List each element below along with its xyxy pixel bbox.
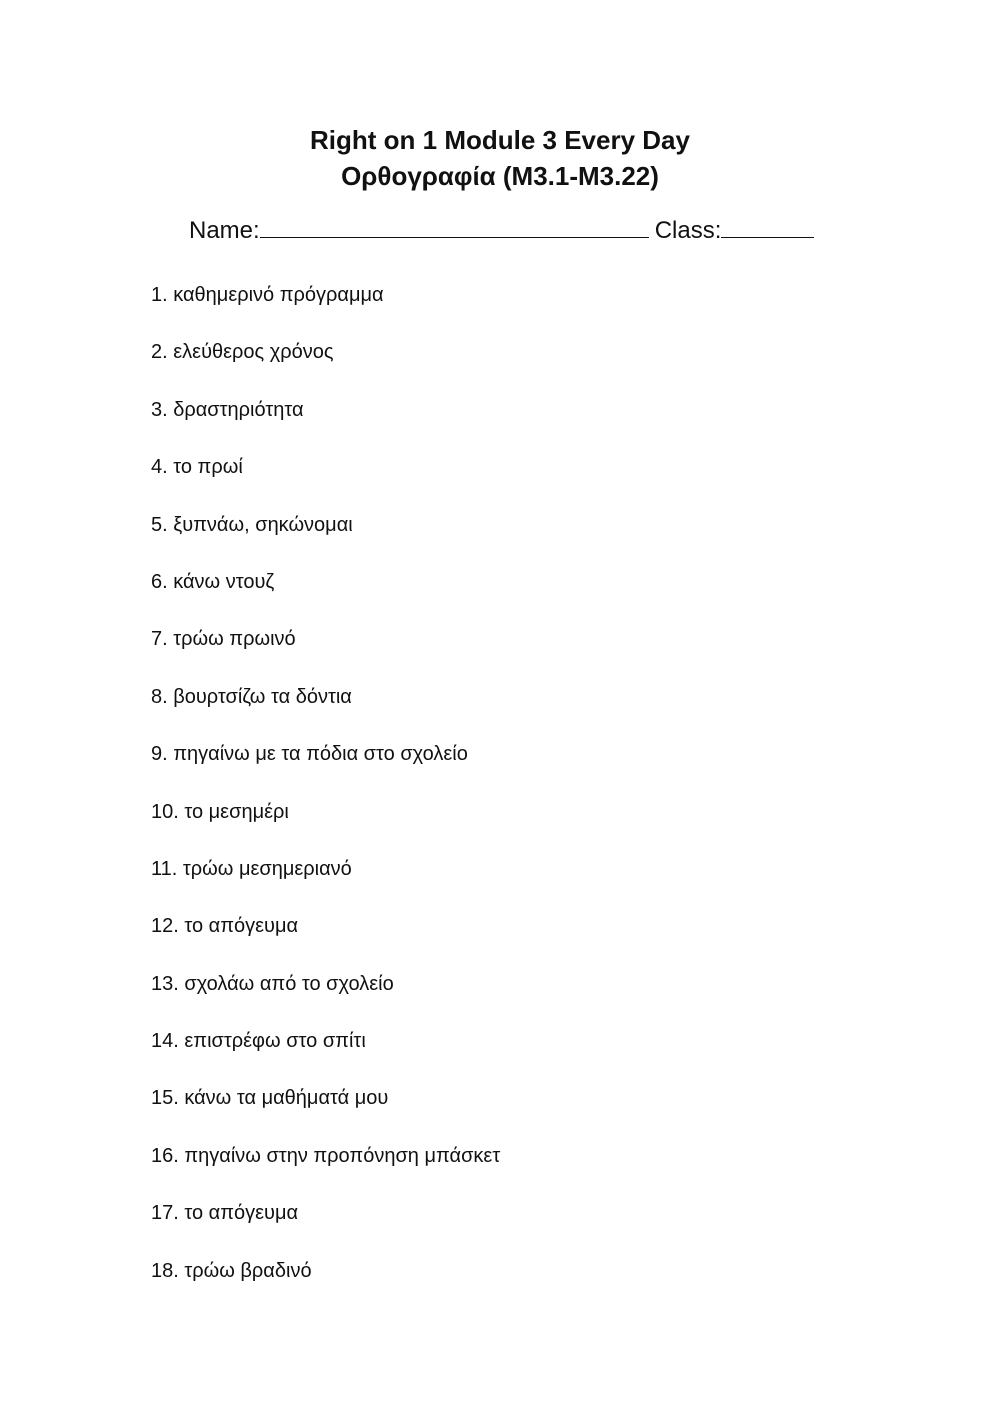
page-title: Right on 1 Module 3 Every Day	[310, 125, 690, 155]
list-item: 18. τρώω βραδινό	[151, 1259, 312, 1282]
name-blank-field[interactable]	[260, 215, 649, 238]
list-item: 1. καθημερινό πρόγραμμα	[151, 284, 384, 306]
page-subtitle: Ορθογραφία (M3.1-M3.22)	[341, 161, 659, 191]
word-list	[151, 280, 500, 1313]
class-label: Class:	[654, 217, 722, 244]
list-item: 2. ελεύθερος χρόνος	[151, 341, 334, 364]
list-item: 7. τρώω πρωινό	[151, 628, 296, 651]
list-item: 9. πηγαίνω με τα πόδια στο σχολείο	[151, 743, 468, 766]
list-item: 10. το μεσημέρι	[151, 800, 289, 823]
list-item: 11. τρώω μεσημεριανό	[151, 857, 352, 880]
list-item: 3. δραστηριότητα	[151, 398, 304, 421]
name-label: Name:	[189, 217, 260, 244]
list-item: 6. κάνω ντουζ	[151, 570, 275, 593]
list-item: 15. κάνω τα μαθήματά μου	[151, 1087, 389, 1110]
list-item: 12. το απόγευμα	[151, 915, 299, 938]
list-item: 4. το πρωί	[151, 456, 243, 479]
list-item: 14. επιστρέφω στο σπίτι	[151, 1030, 366, 1053]
list-item: 13. σχολάω από το σχολείο	[151, 972, 394, 995]
list-item: 8. βουρτσίζω τα δόντια	[151, 685, 352, 708]
name-class-line	[189, 215, 814, 247]
list-item: 17. το απόγευμα	[151, 1202, 299, 1225]
title-block	[0, 122, 1000, 194]
class-blank-field[interactable]	[721, 215, 814, 238]
list-item: 5. ξυπνάω, σηκώνομαι	[151, 513, 353, 536]
list-item: 16. πηγαίνω στην προπόνηση μπάσκετ	[151, 1144, 501, 1167]
